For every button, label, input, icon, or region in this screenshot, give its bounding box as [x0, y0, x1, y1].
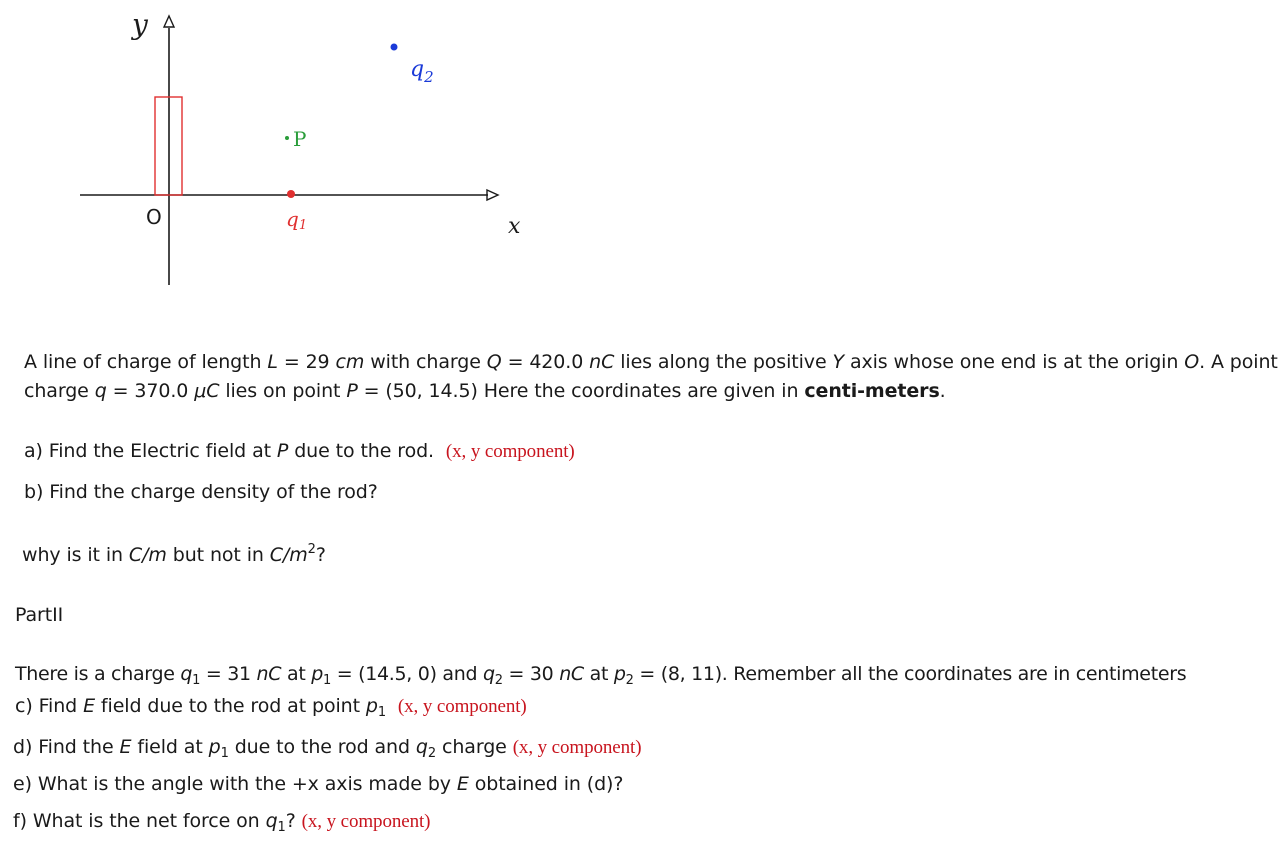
- problem-line-1: A line of charge of length L = 29 cm with charge Q = 420.0 nC lies along the positive Y axis whose one end is at the origin O. A point: [24, 351, 1278, 373]
- x-axis-arrowhead: [487, 190, 498, 200]
- x-axis-label: x: [508, 214, 521, 239]
- question-why: why is it in C/m but not in $C/m^2$?: [22, 542, 326, 566]
- question-d: d) Find the E field at $p_1$ due to the rod and $q_2$ charge (x, y component): [13, 736, 642, 761]
- q2-dot: [391, 44, 398, 51]
- question-b: b) Find the charge density of the rod?: [24, 481, 378, 503]
- component-hint: (x, y component): [445, 441, 575, 462]
- coordinate-sketch: [0, 0, 560, 300]
- part-ii-intro: There is a charge $q_1 = 31$ nC at $p_1 = (14.5$, 0) and $q_2 = 30$ nC at $p_2 = (8$, 11). Remember all the coordinates are in centimeters: [15, 663, 1187, 688]
- q1-dot: [287, 190, 295, 198]
- q2-label: $q_2$: [410, 57, 434, 86]
- y-axis-label: y: [132, 8, 148, 41]
- origin-label: O: [146, 205, 162, 229]
- question-a: a) Find the Electric field at P due to the rod. (x, y component): [24, 440, 575, 462]
- component-hint: (x, y component): [512, 737, 642, 758]
- part-ii-heading: PartII: [15, 604, 64, 626]
- question-f: f) What is the net force on $q_1$? (x, y component): [13, 810, 431, 835]
- problem-line-2: charge q = 370.0 μC lies on point P = (50, 14.5) Here the coordinates are given in centi-meters.: [24, 380, 946, 402]
- q1-label: q1: [286, 207, 308, 233]
- question-c: c) Find E field due to the rod at point $p_1$ (x, y component): [15, 695, 527, 720]
- component-hint: (x, y component): [301, 811, 431, 832]
- point-p-label: P: [293, 127, 307, 151]
- point-p-dot: [285, 136, 289, 140]
- component-hint: (x, y component): [397, 696, 527, 717]
- y-axis-arrowhead: [164, 16, 174, 27]
- question-e: e) What is the angle with the +x axis made by E obtained in (d)?: [13, 773, 624, 795]
